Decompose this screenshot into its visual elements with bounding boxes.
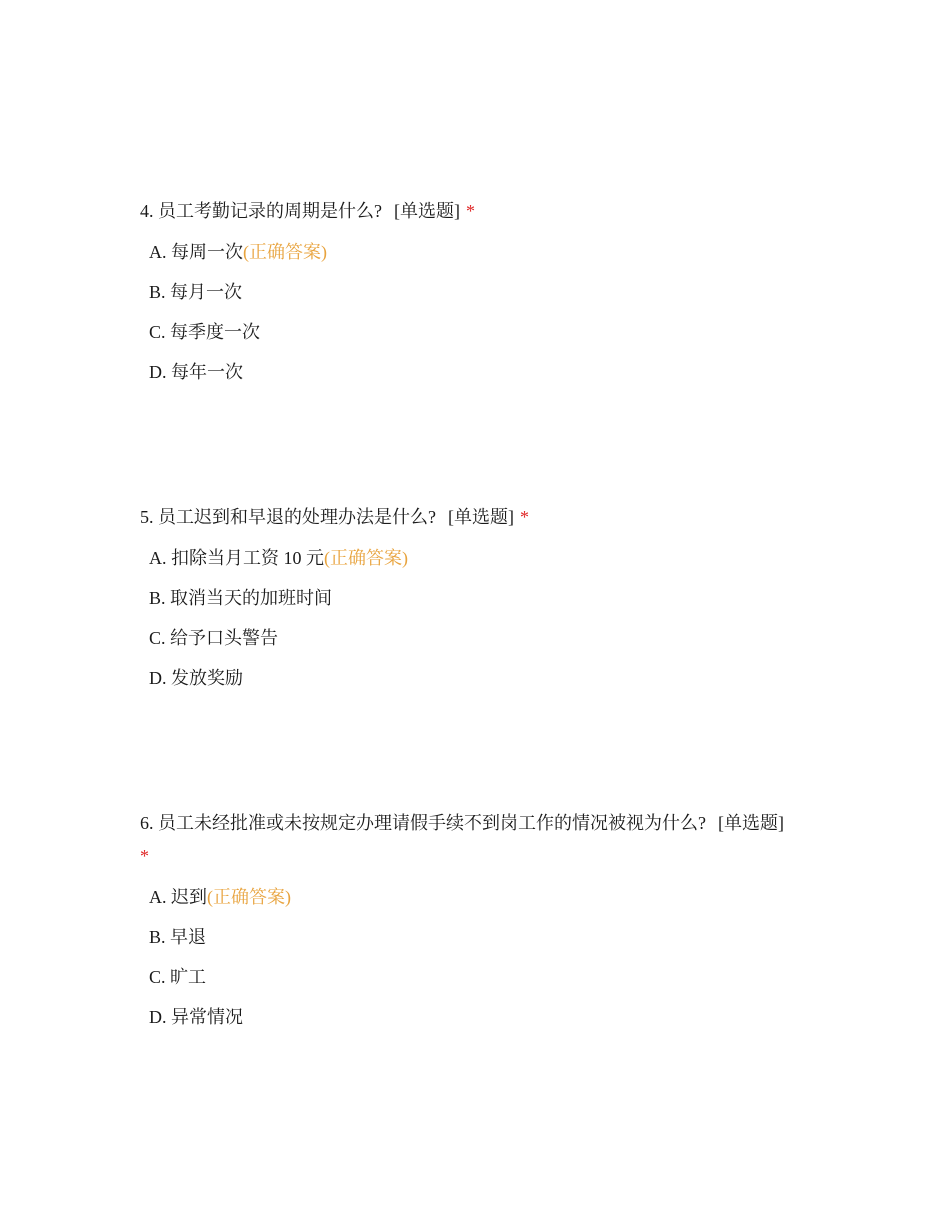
correct-answer-note: (正确答案) (243, 242, 327, 262)
option-b[interactable] (149, 917, 820, 957)
option-label: D. 每年一次 (149, 362, 243, 382)
question-text: 4. 员工考勤记录的周期是什么? (140, 201, 382, 221)
option-label: A. 扣除当月工资 10 元 (149, 548, 324, 568)
option-c[interactable] (149, 618, 820, 658)
question-type-tag: [单选题] (394, 201, 460, 221)
options-list (140, 232, 820, 392)
question-4 (140, 195, 820, 392)
correct-answer-note: (正确答案) (324, 548, 408, 568)
option-d[interactable] (149, 352, 820, 392)
option-label: A. 迟到 (149, 887, 207, 907)
options-list (140, 877, 820, 1037)
option-b[interactable] (149, 272, 820, 312)
option-label: B. 取消当天的加班时间 (149, 588, 333, 608)
question-title (140, 195, 820, 228)
question-text: 6. 员工未经批准或未按规定办理请假手续不到岗工作的情况被视为什么? (140, 813, 706, 833)
question-5 (140, 501, 820, 698)
option-label: C. 给予口头警告 (149, 628, 279, 648)
question-text: 5. 员工迟到和早退的处理办法是什么? (140, 507, 436, 527)
required-mark: * (140, 846, 149, 866)
question-type-tag: [单选题] (718, 813, 784, 833)
question-title (140, 501, 820, 534)
option-c[interactable] (149, 312, 820, 352)
required-mark: * (466, 201, 475, 221)
option-a[interactable] (149, 538, 820, 578)
option-label: D. 异常情况 (149, 1007, 243, 1027)
question-title (140, 807, 820, 873)
option-label: D. 发放奖励 (149, 668, 243, 688)
option-a[interactable] (149, 877, 820, 917)
option-label: C. 旷工 (149, 967, 207, 987)
option-label: A. 每周一次 (149, 242, 243, 262)
question-6 (140, 807, 820, 1037)
required-mark: * (520, 507, 529, 527)
option-label: B. 每月一次 (149, 282, 243, 302)
option-d[interactable] (149, 997, 820, 1037)
option-label: B. 早退 (149, 927, 207, 947)
option-b[interactable] (149, 578, 820, 618)
option-label: C. 每季度一次 (149, 322, 261, 342)
options-list (140, 538, 820, 698)
option-c[interactable] (149, 957, 820, 997)
question-type-tag: [单选题] (448, 507, 514, 527)
correct-answer-note: (正确答案) (207, 887, 291, 907)
option-d[interactable] (149, 658, 820, 698)
option-a[interactable] (149, 232, 820, 272)
